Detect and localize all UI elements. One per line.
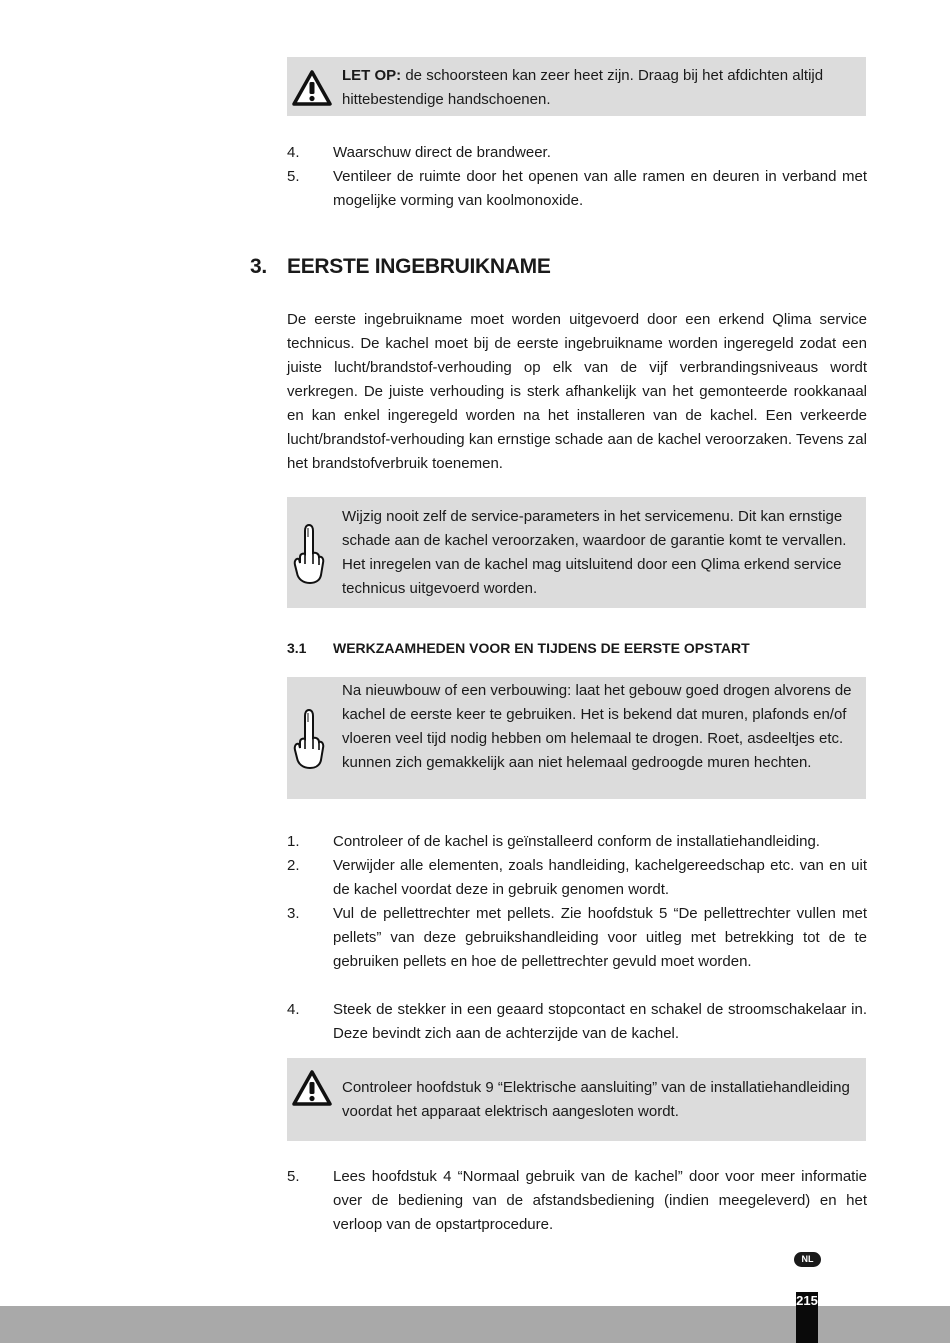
list-startup-steps: [287, 830, 867, 974]
section-heading: [250, 255, 551, 279]
list-item: [287, 141, 867, 165]
list-item-text: Waarschuw direct de brandweer.: [333, 144, 551, 161]
language-badge: NL: [794, 1252, 821, 1267]
warning-triangle-icon: [291, 1069, 333, 1107]
warning-box-chimney: [287, 57, 866, 116]
pointing-hand-icon: [292, 708, 326, 770]
note-text: Wijzig nooit zelf de service-parameters in het servicemenu. Dit kan ernstige schade aan de kachel veroorzaken, waardoor de garantie komt te vervallen. Het inregelen van de kachel mag uitsluitend door een Qlima erkend service technicus uitgevoerd worden.: [342, 508, 847, 597]
section-paragraph: De eerste ingebruikname moet worden uitgevoerd door een erkend Qlima service technicus. De kachel moet bij de eerste ingebruikname worden ingeregeld zodat een juiste lucht/brandstof-verhouding op elk van de vijf verbrandingsniveaus wordt verkregen. De juiste verhouding is sterk afhankelijk van het gemonteerde rookkanaal en kan enkel ingeregeld worden na het installeren van de kachel. Een verkeerde lucht/brandstof-verhouding kan ernstige schade aan de kachel veroorzaken. Tevens zal het brandstofverbruik toenemen.: [287, 311, 867, 472]
list-item-number: 3.: [287, 905, 300, 922]
list-item-text: Steek de stekker in een geaard stopcontact en schakel de stroomschakelaar in. Deze bevindt zich aan de achterzijde van de kachel.: [333, 1001, 867, 1042]
list-emergency-steps: [287, 141, 867, 213]
pointing-hand-icon: [292, 523, 326, 585]
subsection-title: WERKZAAMHEDEN VOOR EN TIJDENS DE EERSTE OPSTART: [333, 640, 750, 656]
list-item-number: 1.: [287, 833, 300, 850]
warning-triangle-icon: [291, 69, 333, 107]
list-item-number: 4.: [287, 144, 300, 161]
section-number: 3.: [250, 255, 267, 278]
list-item: [287, 902, 867, 974]
page-number: 215: [796, 1293, 818, 1308]
list-item-text: Lees hoofdstuk 4 “Normaal gebruik van de kachel” door voor meer informatie over de bediening van de afstandsbediening (indien meegeleverd) en het verloop van de opstartprocedure.: [333, 1168, 867, 1233]
list-item: [287, 854, 867, 902]
warning-box-electrical: [287, 1058, 866, 1141]
section-title: EERSTE INGEBRUIKNAME: [287, 255, 551, 278]
note-box-drying: [287, 677, 866, 799]
list-item: [287, 165, 867, 213]
subsection-number: 3.1: [287, 640, 307, 656]
list-item-text: Vul de pellettrechter met pellets. Zie hoofdstuk 5 “De pellettrechter vullen met pellets” van deze gebruikshandleiding voor uitleg met betrekking tot de te gebruiken pellets en hoe de pellettrechter gevuld moet worden.: [333, 905, 867, 970]
list-item: [287, 830, 867, 854]
list-item-number: 4.: [287, 1001, 300, 1018]
warning-text: Controleer hoofdstuk 9 “Elektrische aansluiting” van de installatiehandleiding voordat het apparaat elektrisch aangesloten wordt.: [342, 1079, 850, 1120]
list-item: [287, 998, 867, 1046]
list-item-number: 5.: [287, 168, 300, 185]
list-item-text: Controleer of de kachel is geïnstalleerd conform de installatiehandleiding.: [333, 833, 820, 850]
note-box-service: [287, 497, 866, 608]
list-manual-step: [287, 1165, 867, 1237]
subsection-heading: [287, 640, 750, 656]
list-item-text: Verwijder alle elementen, zoals handleiding, kachelgereedschap etc. van en uit de kachel voordat deze in gebruik genomen wordt.: [333, 857, 867, 898]
warning-text: [342, 64, 854, 112]
warning-label: LET OP:: [342, 67, 402, 84]
warning-message: de schoorsteen kan zeer heet zijn. Draag bij het afdichten altijd hittebestendige handschoenen.: [342, 67, 824, 108]
list-power-step: [287, 998, 867, 1046]
list-item: [287, 1165, 867, 1237]
list-item-text: Ventileer de ruimte door het openen van alle ramen en deuren in verband met mogelijke vorming van koolmonoxide.: [333, 168, 867, 209]
list-item-number: 2.: [287, 857, 300, 874]
note-text: Na nieuwbouw of een verbouwing: laat het gebouw goed drogen alvorens de kachel de eerste keer te gebruiken. Het is bekend dat muren, plafonds en/of vloeren veel tijd nodig hebben om helemaal te drogen. Roet, asdeeltjes etc. kunnen zich gemakkelijk aan niet helemaal gedroogde muren hechten.: [342, 682, 852, 771]
list-item-number: 5.: [287, 1168, 300, 1185]
